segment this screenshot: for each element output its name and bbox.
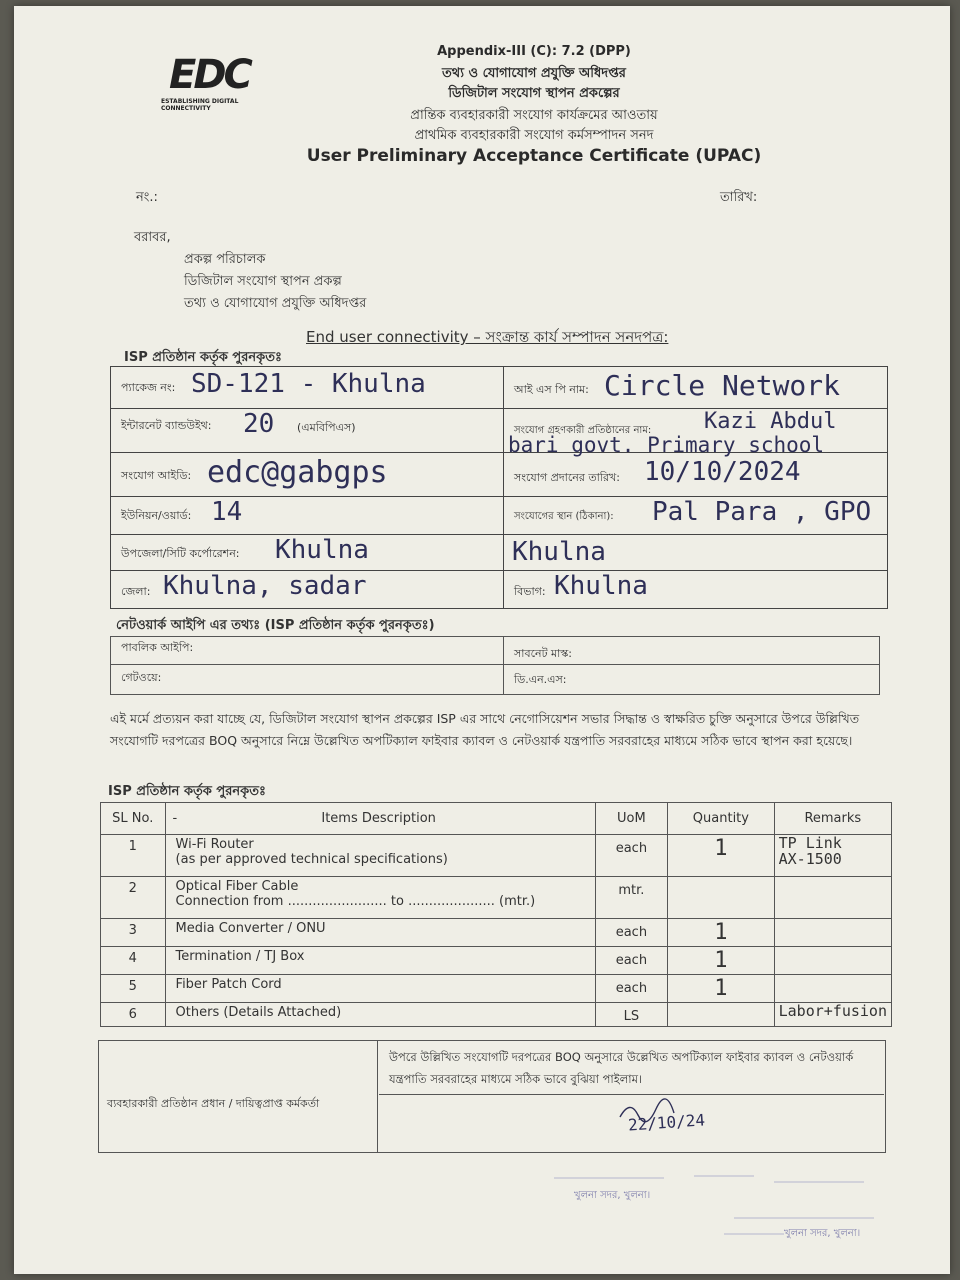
location-cont-cell [504, 535, 888, 571]
location-label: সংযোগের স্থান (ঠিকানা): [514, 511, 614, 522]
department-name: তথ্য ও যোগাযোগ প্রযুক্তি অধিদপ্তর [442, 66, 626, 81]
col-header: UoM [595, 803, 668, 835]
address-to: বরাবর, [134, 230, 171, 245]
connection-date-label: সংযোগ প্রদানের তারিখ: [514, 471, 620, 484]
col-header-items: Items Description [321, 811, 436, 826]
item-name: Optical Fiber Cable [175, 879, 299, 894]
public-ip-label: পাবলিক আইপি: [121, 641, 194, 654]
official-seal-marks [544, 1168, 884, 1248]
subject-line: End user connectivity – সংক্রান্ত কার্য সম্পাদন সনদপত্র: [306, 328, 669, 346]
network-section-label: নেটওয়ার্ক আইপি এর তথ্যঃ (ISP প্রতিষ্ঠান কর্তৃক পুরনকৃতঃ) [116, 618, 435, 633]
signature-label-cell [99, 1041, 378, 1153]
cell-uom: each [595, 835, 668, 877]
bandwidth-cell [111, 409, 504, 453]
union-value: 14 [211, 497, 243, 527]
cell-uom: mtr. [595, 877, 668, 919]
declaration-text: এই মর্মে প্রত্যয়ন করা যাচ্ছে যে, ডিজিটাল সংযোগ স্থাপন প্রকল্পের ISP এর সাথে নেগোসিয়েশন সভার সিদ্ধান্ত ও স্বাক্ষরিত চুক্তি অনুসারে উপরে উল্লিখিত সংযোগটি দরপত্রের BOQ অনুসারে নিম্নে উল্লেখিত অপটিক্যাল ফাইবার ক্যাবল ও নেটওয়ার্ক যন্ত্রপাতি সরবরাহের মাধ্যমে সঠিক ভাবে স্থাপন করা হয়েছে। [110, 711, 860, 748]
cell-sl: 2 [101, 877, 166, 919]
items-header-row [101, 803, 892, 835]
cell-description [165, 1003, 595, 1027]
network-table [110, 636, 880, 695]
col-header: Remarks [774, 803, 891, 835]
isp-section-label: ISP প্রতিষ্ঠান কর্তৃক পুরনকৃতঃ [124, 350, 282, 365]
edc-logo [149, 46, 274, 110]
cell-quantity: 1 [668, 947, 774, 975]
appendix-label: Appendix-III (C): 7.2 (DPP) [437, 44, 631, 59]
date-label: তারিখ: [720, 190, 758, 205]
cell-sl: 6 [101, 1003, 166, 1027]
col-header-dash: - [172, 811, 178, 826]
isp-name-label: আই এস পি নাম: [514, 383, 589, 396]
connection-id-value: edc@gabgps [207, 455, 388, 490]
cell-remarks [774, 877, 891, 919]
item-name: Fiber Patch Cord [175, 977, 282, 992]
item-name: Termination / TJ Box [175, 949, 305, 964]
connection-date-cell [504, 453, 888, 497]
package-label: প্যাকেজ নং: [121, 381, 176, 394]
table-row [101, 975, 892, 1003]
table-row [101, 877, 892, 919]
items-section-label: ISP প্রতিষ্ঠান কর্তৃক পুরনকৃতঃ [108, 784, 266, 799]
cell-description [165, 835, 595, 877]
location-value-cont: Khulna [512, 537, 606, 567]
header-line-3: প্রান্তিক ব্যবহারকারী সংযোগ কার্যক্রমের আওতায় [410, 108, 658, 123]
isp-info-table [110, 366, 888, 609]
certificate-title: User Preliminary Acceptance Certificate (UPAC) [306, 146, 762, 166]
col-header: SL No. [101, 803, 166, 835]
connection-date-value: 10/10/2024 [644, 457, 801, 487]
table-row [101, 835, 892, 877]
item-detail: Connection from ........................ to ..................... (mtr.) [175, 894, 536, 909]
division-cell [504, 571, 888, 609]
col-header-description [165, 803, 595, 835]
package-value: SD-121 - Khulna [191, 369, 426, 399]
items-table [100, 802, 892, 1027]
logo-tagline: ESTABLISHING DIGITAL CONNECTIVITY [161, 98, 239, 112]
logo-wordmark: EDC [169, 52, 250, 98]
cell-quantity: 1 [668, 975, 774, 1003]
cell-sl: 5 [101, 975, 166, 1003]
remarks-value: TP Link [778, 834, 842, 852]
col-header: Quantity [668, 803, 774, 835]
stamp-text: খুলনা সদর, খুলনা। [784, 1228, 861, 1239]
division-value: Khulna [554, 571, 648, 601]
subnet-label: সাবনেট মাস্ক: [514, 647, 572, 660]
item-name: Others (Details Attached) [175, 1005, 342, 1020]
remarks-value-cont: AX-1500 [778, 850, 842, 868]
connection-id-label: সংযোগ আইডি: [121, 469, 192, 482]
recipient-value-cont: bari govt. Primary school [508, 433, 825, 457]
address-line: প্রকল্প পরিচালক [184, 252, 266, 267]
address-line: ডিজিটাল সংযোগ স্থাপন প্রকল্প [184, 274, 342, 289]
cell-sl: 3 [101, 919, 166, 947]
cell-description [165, 947, 595, 975]
signature-scribble [618, 1097, 678, 1127]
recipient-label: সংযোগ গ্রহণকারী প্রতিষ্ঠানের নাম: [514, 425, 652, 436]
union-label: ইউনিয়ন/ওয়ার্ড: [121, 509, 192, 522]
location-cell [504, 497, 888, 535]
upazila-cell [111, 535, 504, 571]
item-name: Wi-Fi Router [175, 837, 254, 852]
district-value: Khulna, sadar [163, 571, 367, 601]
cell-description [165, 975, 595, 1003]
isp-name-value: Circle Network [604, 369, 841, 402]
connection-id-cell [111, 453, 504, 497]
cell-remarks [774, 1003, 891, 1027]
cell-description [165, 877, 595, 919]
table-row [101, 919, 892, 947]
cell-quantity: 1 [668, 835, 774, 877]
cell-uom: LS [595, 1003, 668, 1027]
signed-date: 22/10/24 [627, 1110, 706, 1135]
recipient-value: Kazi Abdul [704, 409, 837, 434]
stamp-text: খুলনা সদর, খুলনা। [574, 1190, 651, 1201]
division-label: বিভাগ: [514, 585, 546, 598]
upazila-value: Khulna [275, 535, 369, 565]
signature-box [98, 1040, 886, 1153]
public-ip-cell [111, 637, 504, 665]
cell-quantity: 1 [668, 919, 774, 947]
header-line-4: প্রাথমিক ব্যবহারকারী সংযোগ কর্মসম্পাদন সনদ [414, 128, 654, 143]
cell-uom: each [595, 919, 668, 947]
recipient-cell [504, 409, 888, 457]
cell-uom: each [595, 975, 668, 1003]
signature-confirm-cell [378, 1041, 886, 1153]
subnet-cell [504, 637, 880, 665]
cell-remarks [774, 975, 891, 1003]
table-row [101, 1003, 892, 1027]
item-name: Media Converter / ONU [175, 921, 326, 936]
cell-remarks [774, 947, 891, 975]
district-label: জেলা: [121, 585, 151, 598]
isp-name-cell [504, 367, 888, 409]
gateway-cell [111, 665, 504, 695]
signature-label: ব্যবহারকারী প্রতিষ্ঠান প্রধান / দায়িত্বপ্রাপ্ত কর্মকর্তা [107, 1097, 320, 1110]
table-row [101, 947, 892, 975]
certificate-page [14, 6, 950, 1274]
address-line: তথ্য ও যোগাযোগ প্রযুক্তি অধিদপ্তর [184, 296, 367, 311]
package-cell [111, 367, 504, 409]
cell-uom: each [595, 947, 668, 975]
item-detail: (as per approved technical specifications) [175, 852, 448, 867]
cell-quantity [668, 1003, 774, 1027]
cell-quantity [668, 877, 774, 919]
cell-sl: 4 [101, 947, 166, 975]
dns-label: ডি.এন.এস: [514, 673, 567, 686]
cell-description [165, 919, 595, 947]
district-cell [111, 571, 504, 609]
remarks-value: Labor+fusion [778, 1002, 887, 1020]
ref-no-label: নং.: [136, 190, 158, 205]
dns-cell [504, 665, 880, 695]
bandwidth-label: ইন্টারনেট ব্যান্ডউইথ: [121, 419, 212, 432]
union-cell [111, 497, 504, 535]
cell-remarks [774, 919, 891, 947]
location-value: Pal Para , GPO [652, 497, 872, 527]
signature-confirm-text: উপরে উল্লিখিত সংযোগটি দরপত্রের BOQ অনুসারে উল্লেখিত অপটিক্যাল ফাইবার ক্যাবল ও নেটওয়ার্ক যন্ত্রপাতি সরবরাহের মাধ্যমে সঠিক ভাবে বুঝিয়া পাইলাম। [379, 1042, 884, 1095]
bandwidth-unit: (এমবিপিএস) [297, 421, 356, 434]
gateway-label: গেটওয়ে: [121, 671, 162, 684]
cell-sl: 1 [101, 835, 166, 877]
project-name: ডিজিটাল সংযোগ স্থাপন প্রকল্পের [448, 86, 620, 101]
upazila-label: উপজেলা/সিটি কর্পোরেশন: [121, 547, 240, 560]
cell-remarks [774, 835, 891, 877]
bandwidth-value: 20 [243, 409, 275, 439]
